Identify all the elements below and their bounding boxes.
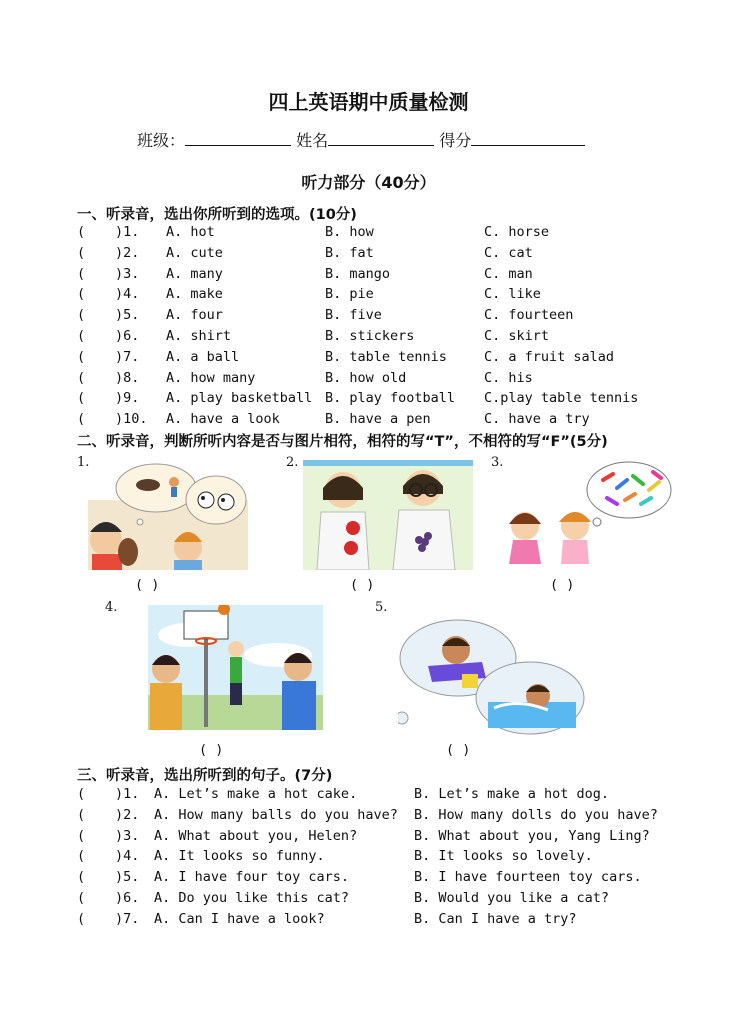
- answer-paren[interactable]: (: [77, 390, 86, 407]
- answer-paren[interactable]: (: [77, 827, 86, 844]
- option-c[interactable]: C. fourteen: [484, 307, 574, 324]
- option-b[interactable]: B. Can I have a try?: [414, 910, 577, 927]
- picture-5-boy-thinking-swimming: [398, 618, 586, 736]
- picture-3-kids-thinking-crayons: [503, 460, 675, 570]
- option-a[interactable]: A. have a look: [166, 411, 280, 428]
- class-label: 班级：: [137, 131, 186, 150]
- question-number: )7.: [115, 348, 140, 365]
- answer-paren[interactable]: (: [77, 224, 86, 240]
- option-b[interactable]: B. have a pen: [325, 411, 431, 428]
- score-label: 得分: [439, 131, 472, 150]
- question-number: )2.: [115, 806, 140, 823]
- option-a[interactable]: A. Do you like this cat?: [154, 890, 350, 906]
- answer-blank-2[interactable]: ( ): [350, 577, 375, 593]
- option-c[interactable]: C. his: [484, 369, 533, 386]
- listening-section-title: 听力部分（40分）: [301, 173, 436, 192]
- option-a[interactable]: A. play basketball: [166, 390, 313, 407]
- option-a[interactable]: A. make: [166, 286, 223, 303]
- question-number: )1.: [115, 786, 140, 802]
- picture-number-1: 1.: [77, 455, 90, 470]
- question-number: )1.: [115, 224, 140, 240]
- picture-1-boys-thinking-pets: [88, 460, 248, 570]
- question-number: )8.: [115, 369, 140, 386]
- option-b[interactable]: B. How many dolls do you have?: [414, 806, 658, 823]
- answer-paren[interactable]: (: [77, 890, 86, 906]
- question-number: )9.: [115, 390, 140, 407]
- option-a[interactable]: A. many: [166, 265, 223, 282]
- option-b[interactable]: B. Would you like a cat?: [414, 890, 610, 906]
- option-b[interactable]: B. What about you, Yang Ling?: [414, 827, 650, 844]
- option-b[interactable]: B. five: [325, 307, 382, 324]
- option-b[interactable]: B. It looks so lovely.: [414, 848, 593, 865]
- answer-blank-3[interactable]: ( ): [550, 577, 575, 593]
- question-number: )6.: [115, 890, 140, 906]
- option-a[interactable]: A. how many: [166, 369, 256, 386]
- answer-paren[interactable]: (: [77, 786, 86, 802]
- picture-number-2: 2.: [286, 455, 299, 470]
- question-number: )3.: [115, 827, 140, 844]
- answer-paren[interactable]: (: [77, 869, 86, 886]
- question-number: )5.: [115, 869, 140, 886]
- answer-paren[interactable]: (: [77, 328, 86, 344]
- section2-heading: 二、听录音，判断所听内容是否与图片相符，相符的写“T”，不相符的写“F”(5分): [77, 434, 608, 450]
- question-number: )7.: [115, 910, 140, 927]
- option-a[interactable]: A. Let’s make a hot cake.: [154, 786, 358, 802]
- answer-blank-4[interactable]: ( ): [199, 742, 224, 758]
- answer-paren[interactable]: (: [77, 265, 86, 282]
- option-b[interactable]: B. how old: [325, 369, 407, 386]
- option-c[interactable]: C. cat: [484, 244, 533, 261]
- question-number: )4.: [115, 286, 140, 303]
- option-a[interactable]: A. hot: [166, 224, 215, 240]
- option-b[interactable]: B. I have fourteen toy cars.: [414, 869, 642, 886]
- option-a[interactable]: A. shirt: [166, 328, 232, 344]
- answer-paren[interactable]: (: [77, 369, 86, 386]
- class-blank[interactable]: [185, 131, 291, 146]
- option-b[interactable]: B. table tennis: [325, 348, 447, 365]
- answer-paren[interactable]: (: [77, 307, 86, 324]
- question-number: )5.: [115, 307, 140, 324]
- option-c[interactable]: C.play table tennis: [484, 390, 639, 407]
- section1-heading: 一、听录音，选出你所听到的选项。(10分): [77, 207, 357, 223]
- option-a[interactable]: A. cute: [166, 244, 223, 261]
- picture-2-girl-apple-grapes: [303, 460, 473, 570]
- answer-paren[interactable]: (: [77, 411, 86, 428]
- option-a[interactable]: A. four: [166, 307, 223, 324]
- option-c[interactable]: C. skirt: [484, 328, 550, 344]
- option-b[interactable]: B. stickers: [325, 328, 415, 344]
- picture-number-4: 4.: [105, 600, 118, 615]
- option-c[interactable]: C. a fruit salad: [484, 348, 615, 365]
- option-b[interactable]: B. mango: [325, 265, 391, 282]
- option-a[interactable]: A. What about you, Helen?: [154, 827, 358, 844]
- picture-number-5: 5.: [375, 600, 388, 615]
- option-b[interactable]: B. Let’s make a hot dog.: [414, 786, 610, 802]
- answer-paren[interactable]: (: [77, 286, 86, 303]
- option-b[interactable]: B. fat: [325, 244, 374, 261]
- question-number: )10.: [115, 411, 148, 428]
- section3-heading: 三、听录音，选出所听到的句子。(7分): [77, 768, 333, 784]
- option-b[interactable]: B. how: [325, 224, 374, 240]
- option-c[interactable]: C. man: [484, 265, 533, 282]
- question-number: )6.: [115, 328, 140, 344]
- answer-blank-5[interactable]: ( ): [446, 742, 471, 758]
- option-a[interactable]: A. I have four toy cars.: [154, 869, 350, 886]
- option-c[interactable]: C. horse: [484, 224, 550, 240]
- answer-paren[interactable]: (: [77, 910, 86, 927]
- score-blank[interactable]: [471, 131, 585, 146]
- question-number: )4.: [115, 848, 140, 865]
- answer-paren[interactable]: (: [77, 244, 86, 261]
- question-number: )2.: [115, 244, 140, 261]
- answer-blank-1[interactable]: ( ): [135, 577, 160, 593]
- name-blank[interactable]: [328, 131, 434, 146]
- answer-paren[interactable]: (: [77, 806, 86, 823]
- name-label: 姓名: [296, 131, 329, 150]
- student-info-line: [137, 128, 585, 151]
- picture-4-playing-basketball: [148, 605, 323, 730]
- question-number: )3.: [115, 265, 140, 282]
- option-c[interactable]: C. like: [484, 286, 541, 303]
- option-a[interactable]: A. Can I have a look?: [154, 910, 325, 927]
- option-c[interactable]: C. have a try: [484, 411, 590, 428]
- picture-number-3: 3.: [491, 455, 504, 470]
- answer-paren[interactable]: (: [77, 848, 86, 865]
- option-b[interactable]: B. play football: [325, 390, 456, 407]
- option-a[interactable]: A. How many balls do you have?: [154, 806, 398, 823]
- option-b[interactable]: B. pie: [325, 286, 374, 303]
- option-a[interactable]: A. It looks so funny.: [154, 848, 325, 865]
- page-title: 四上英语期中质量检测: [268, 90, 469, 114]
- option-a[interactable]: A. a ball: [166, 348, 240, 365]
- answer-paren[interactable]: (: [77, 348, 86, 365]
